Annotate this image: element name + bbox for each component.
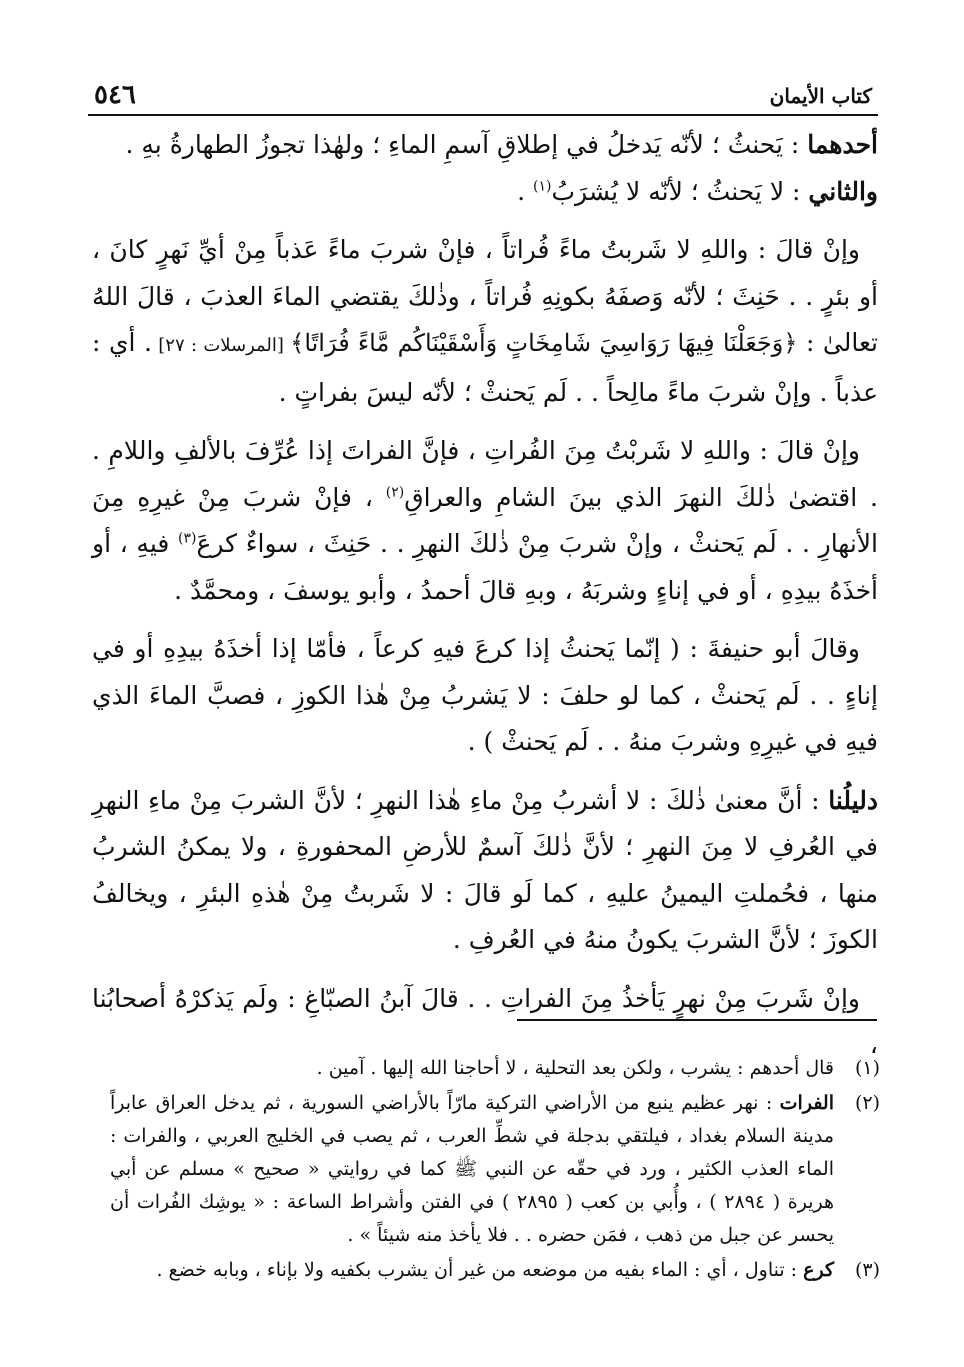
footnotes <box>110 1052 880 1289</box>
paragraph-text: فيهِ ، أو أخذَهُ بيدِهِ ، أو في إناءٍ وشربَهُ ، وبهِ قالَ أحمدُ ، وأبو يوسفَ ، ومحمَّدٌ . <box>92 529 878 605</box>
footnote-marker[interactable]: (٢) <box>385 484 405 501</box>
paragraph-text: . <box>517 176 534 206</box>
paragraph-second-opinion <box>92 169 878 216</box>
footnote-text: : تناول ، أي : الماء بفيه من موضعه من غير أن يشرب بكفيه ولا بإناء ، وبابه خضع . <box>156 1259 804 1281</box>
paragraph-text: وإنْ شَربَ مِنْ نهرٍ يَأخذُ مِنَ الفراتِ . . قالَ آبنُ الصبّاغِ : ولَم يَذكرْهُ أصحابُنا ، <box>92 983 878 1059</box>
page-number: ٥٤٦ <box>94 80 136 110</box>
paragraph-euphrates <box>92 428 878 614</box>
paragraph-evidence <box>92 778 878 964</box>
paragraph-lead: والثاني <box>808 176 878 206</box>
paragraph-abu-hanifa <box>92 626 878 766</box>
footnote-marker[interactable]: (١) <box>533 178 552 195</box>
running-title: كتاب الأيمان <box>769 84 872 108</box>
paragraph-lead: دليلُنا <box>828 785 878 815</box>
main-text <box>92 122 878 1069</box>
footnote-3 <box>110 1254 880 1287</box>
footnote-marker[interactable]: (٣) <box>178 530 197 547</box>
footnote-number: (١) <box>854 1057 880 1079</box>
page-header <box>88 78 878 116</box>
quran-verse: ﴿وَجَعَلْنَا فِيهَا رَوَاسِيَ شَامِخَاتٍ وَأَسْقَيْنَاكُم مَّاءً فُرَاتًا﴾ <box>290 329 798 357</box>
footnote-2 <box>110 1087 880 1252</box>
paragraph-furat-water <box>92 227 878 416</box>
paragraph-lead: أحدهما <box>807 130 878 159</box>
footnote-1 <box>110 1052 880 1085</box>
footnote-number: (٣) <box>854 1259 880 1281</box>
verse-reference: [المرسلات : ٢٧] <box>151 335 291 356</box>
paragraph-text: : يَحنثُ ؛ لأنّه يَدخلُ في إطلاقِ آسمِ الماءِ ؛ ولهٰذا تجوزُ الطهارةُ بهِ . <box>125 130 808 159</box>
footnote-separator <box>517 1019 877 1021</box>
footnote-text: : نهر عظيم ينبع من الأراضي التركية مارّاً بالأراضي السورية ، ثم يدخل العراق عابراً مدينة السلام بغداد ، فيلتقي بدجلة في شطِّ العرب ، ثم يصب في الخليج العربي ، والفرات : الماء العذب الكثير ، ورد في حقّه عن النبي ﷺ كما في روايتي « صحيح » مسلم عن أبي هريرة ( ٢٨٩٤ ) ، وأُبي بن كعب ( ٢٨٩٥ ) في الفتن وأشراط الساعة : « يوشِك الفُرات أن يحسر عن جبل من ذهب ، فمَن حضره . . فلا يأخذ منه شيئاً » . <box>110 1092 834 1246</box>
paragraph-text: وإنْ قالَ : واللهِ لا شَربتُ ماءً فُراتاً ، فإنْ شربَ ماءً عَذباً مِنْ أيِّ نَهرٍ كانَ ، أو بئرٍ . . حَنِثَ ؛ لأنّه وَصفَهُ بكونِهِ فُراتاً ، وذٰلكَ يقتضي الماءَ العذبَ ، قالَ اللهُ تعالىٰ : <box>92 235 878 357</box>
paragraph-text: وإنْ قالَ : واللهِ لا شَربْتُ مِنَ الفُراتِ ، فإنَّ الفراتَ إذا عُرِّفَ بالألفِ واللامِ . . اقتضىٰ ذٰلكَ النهرَ الذي بينَ الشامِ والعراقِ <box>92 436 878 512</box>
paragraph-text: وقالَ أبو حنيفةَ : ( إنّما يَحنثُ إذا كرعَ فيهِ كرعاً ، فأمّا إذا أخذَهُ بيدِهِ أو في إناءٍ . . لَم يَحنثْ ، كما لو حلفَ : لا يَشربُ مِنْ هٰذا الكوزِ ، فصبَّ الماءَ الذي فيهِ في غيرِهِ وشربَ منهُ . . لَم يَحنثْ ) . <box>92 634 878 756</box>
footnote-text: قال أحدهم : يشرب ، ولكن بعد التحلية ، لا أحاجنا الله إليها . آمين . <box>316 1057 834 1079</box>
paragraph-text: ، فإنْ شربَ مِنْ غيرِهِ مِنَ الأنهارِ . . لَم يَحنثْ ، وإنْ شربَ مِنْ ذٰلكَ النهرِ . . حَنِثَ ، سواءٌ كرعَ <box>92 482 878 558</box>
footnote-number: (٢) <box>854 1092 880 1114</box>
footnote-lead: كرع <box>803 1259 834 1281</box>
paragraph-first-opinion <box>92 122 878 169</box>
footnote-lead: الفرات <box>779 1092 834 1114</box>
paragraph-text: : لا يَحنثُ ؛ لأنّه لا يُشرَبُ <box>551 176 809 206</box>
paragraph-text: . أي : عذباً . وإنْ شربَ ماءً مالِحاً . . لَم يَحنثْ ؛ لأنّه ليسَ بفراتٍ . <box>92 328 878 407</box>
paragraph-text: : أنَّ معنىٰ ذٰلكَ : لا أشربُ مِنْ ماءِ هٰذا النهرِ ؛ لأنَّ الشربَ مِنْ ماءِ النهرِ في العُرفِ لا مِنَ النهرِ ؛ لأنَّ ذٰلكَ آسمٌ للأرضِ المحفورةِ ، ولا يمكنُ الشربُ منها ، فحُملتِ اليمينُ عليهِ ، كما لَو قالَ : لا شَربتُ مِنْ هٰذهِ البئرِ ، ويخالفُ الكوزَ ؛ لأنَّ الشربَ يكونُ منهُ في العُرفِ . <box>92 785 878 954</box>
